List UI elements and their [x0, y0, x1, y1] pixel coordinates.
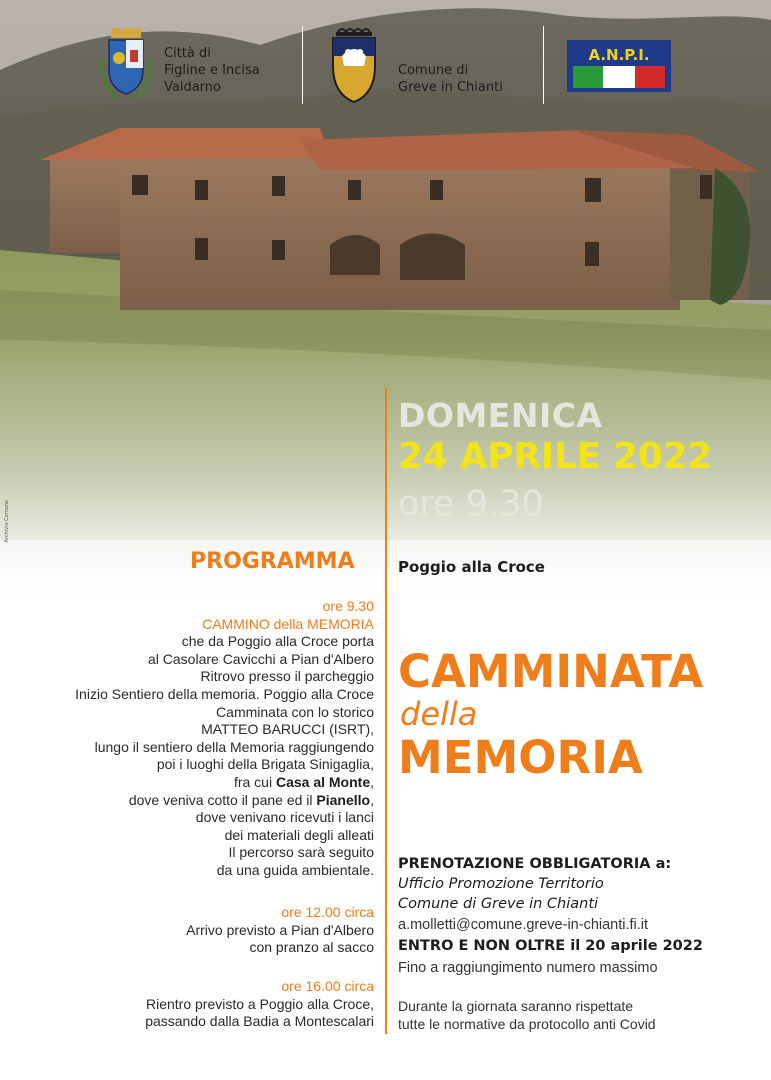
booking-limit: Fino a raggiungimento numero massimo	[398, 960, 658, 976]
booking-heading: PRENOTAZIONE OBBLIGATORIA a:	[398, 856, 672, 872]
event-day: DOMENICA	[398, 396, 603, 435]
program-line: lungo il sentiero della Memoria raggiungendo	[94, 738, 374, 755]
figline-logo	[100, 28, 152, 104]
header-divider	[302, 26, 303, 104]
program-line: Camminata con lo storico	[216, 703, 374, 720]
program-block-3	[145, 978, 374, 1031]
program-line: Ritrovo presso il parcheggio	[200, 668, 374, 685]
program-title: CAMMINO della MEMORIA	[202, 615, 374, 632]
program-line: dove veniva cotto il pane ed il Pianello,	[128, 791, 374, 808]
photo-credit: Archivio Comune	[4, 500, 10, 543]
title-line-3: MEMORIA	[398, 731, 643, 784]
program-block-1	[75, 598, 374, 880]
program-line: dei materiali degli alleati	[224, 826, 374, 843]
figline-name: Città di Figline e Incisa Valdarno	[164, 46, 260, 95]
program-time: ore 12.00 circa	[281, 904, 374, 920]
program-line: passando dalla Badia a Montescalari	[145, 1013, 374, 1030]
program-line: al Casolare Cavicchi a Pian d'Albero	[147, 650, 374, 667]
event-time: ore 9.30	[398, 484, 544, 524]
title-line-2: della	[400, 695, 478, 733]
program-block-2	[186, 904, 374, 957]
program-line: dove venivano ricevuti i lanci	[195, 809, 374, 826]
program-time: ore 16.00 circa	[281, 978, 374, 994]
booking-office: Comune di Greve in Chianti	[398, 896, 599, 912]
program-heading: PROGRAMMA	[190, 549, 355, 574]
program-line: Arrivo previsto a Pian d'Albero	[186, 921, 374, 938]
covid-note: Durante la giornata saranno rispettate	[398, 998, 634, 1014]
booking-office: Ufficio Promozione Territorio	[398, 876, 604, 892]
program-line: MATTEO BARUCCI (ISRT),	[201, 721, 374, 738]
anpi-logo	[567, 40, 671, 92]
booking-email[interactable]: a.molletti@comune.greve-in-chianti.fi.it	[398, 917, 649, 933]
event-date: 24 APRILE 2022	[398, 436, 713, 477]
program-line: che da Poggio alla Croce porta	[181, 633, 374, 650]
program-line: con pranzo al sacco	[249, 939, 374, 956]
program-line: poi i luoghi della Brigata Sinigaglia,	[156, 756, 374, 773]
booking-deadline: ENTRO E NON OLTRE il 20 aprile 2022	[398, 938, 703, 954]
farmhouse-building	[40, 128, 760, 310]
program-line: fra cui Casa al Monte,	[233, 773, 374, 790]
center-divider	[385, 388, 387, 1034]
title-line-1: CAMMINATA	[398, 645, 704, 698]
program-line: Inizio Sentiero della memoria. Poggio alla Croce	[75, 685, 374, 702]
program-line: Rientro previsto a Poggio alla Croce,	[145, 995, 374, 1012]
covid-note: tutte le normative da protocollo anti Covid	[398, 1016, 656, 1032]
program-line: Il percorso sarà seguito	[228, 844, 374, 861]
anpi-flag-icon	[567, 40, 671, 92]
figline-crest-icon	[100, 28, 152, 104]
greve-crest-icon	[328, 26, 380, 104]
anpi-label: A.N.P.I.	[588, 46, 650, 64]
greve-logo	[328, 26, 380, 104]
program-time: ore 9.30	[322, 598, 374, 614]
event-location: Poggio alla Croce	[398, 558, 545, 576]
program-line: da una guida ambientale.	[216, 861, 374, 878]
header-divider	[543, 26, 544, 104]
greve-name: Comune di Greve in Chianti	[398, 63, 503, 95]
